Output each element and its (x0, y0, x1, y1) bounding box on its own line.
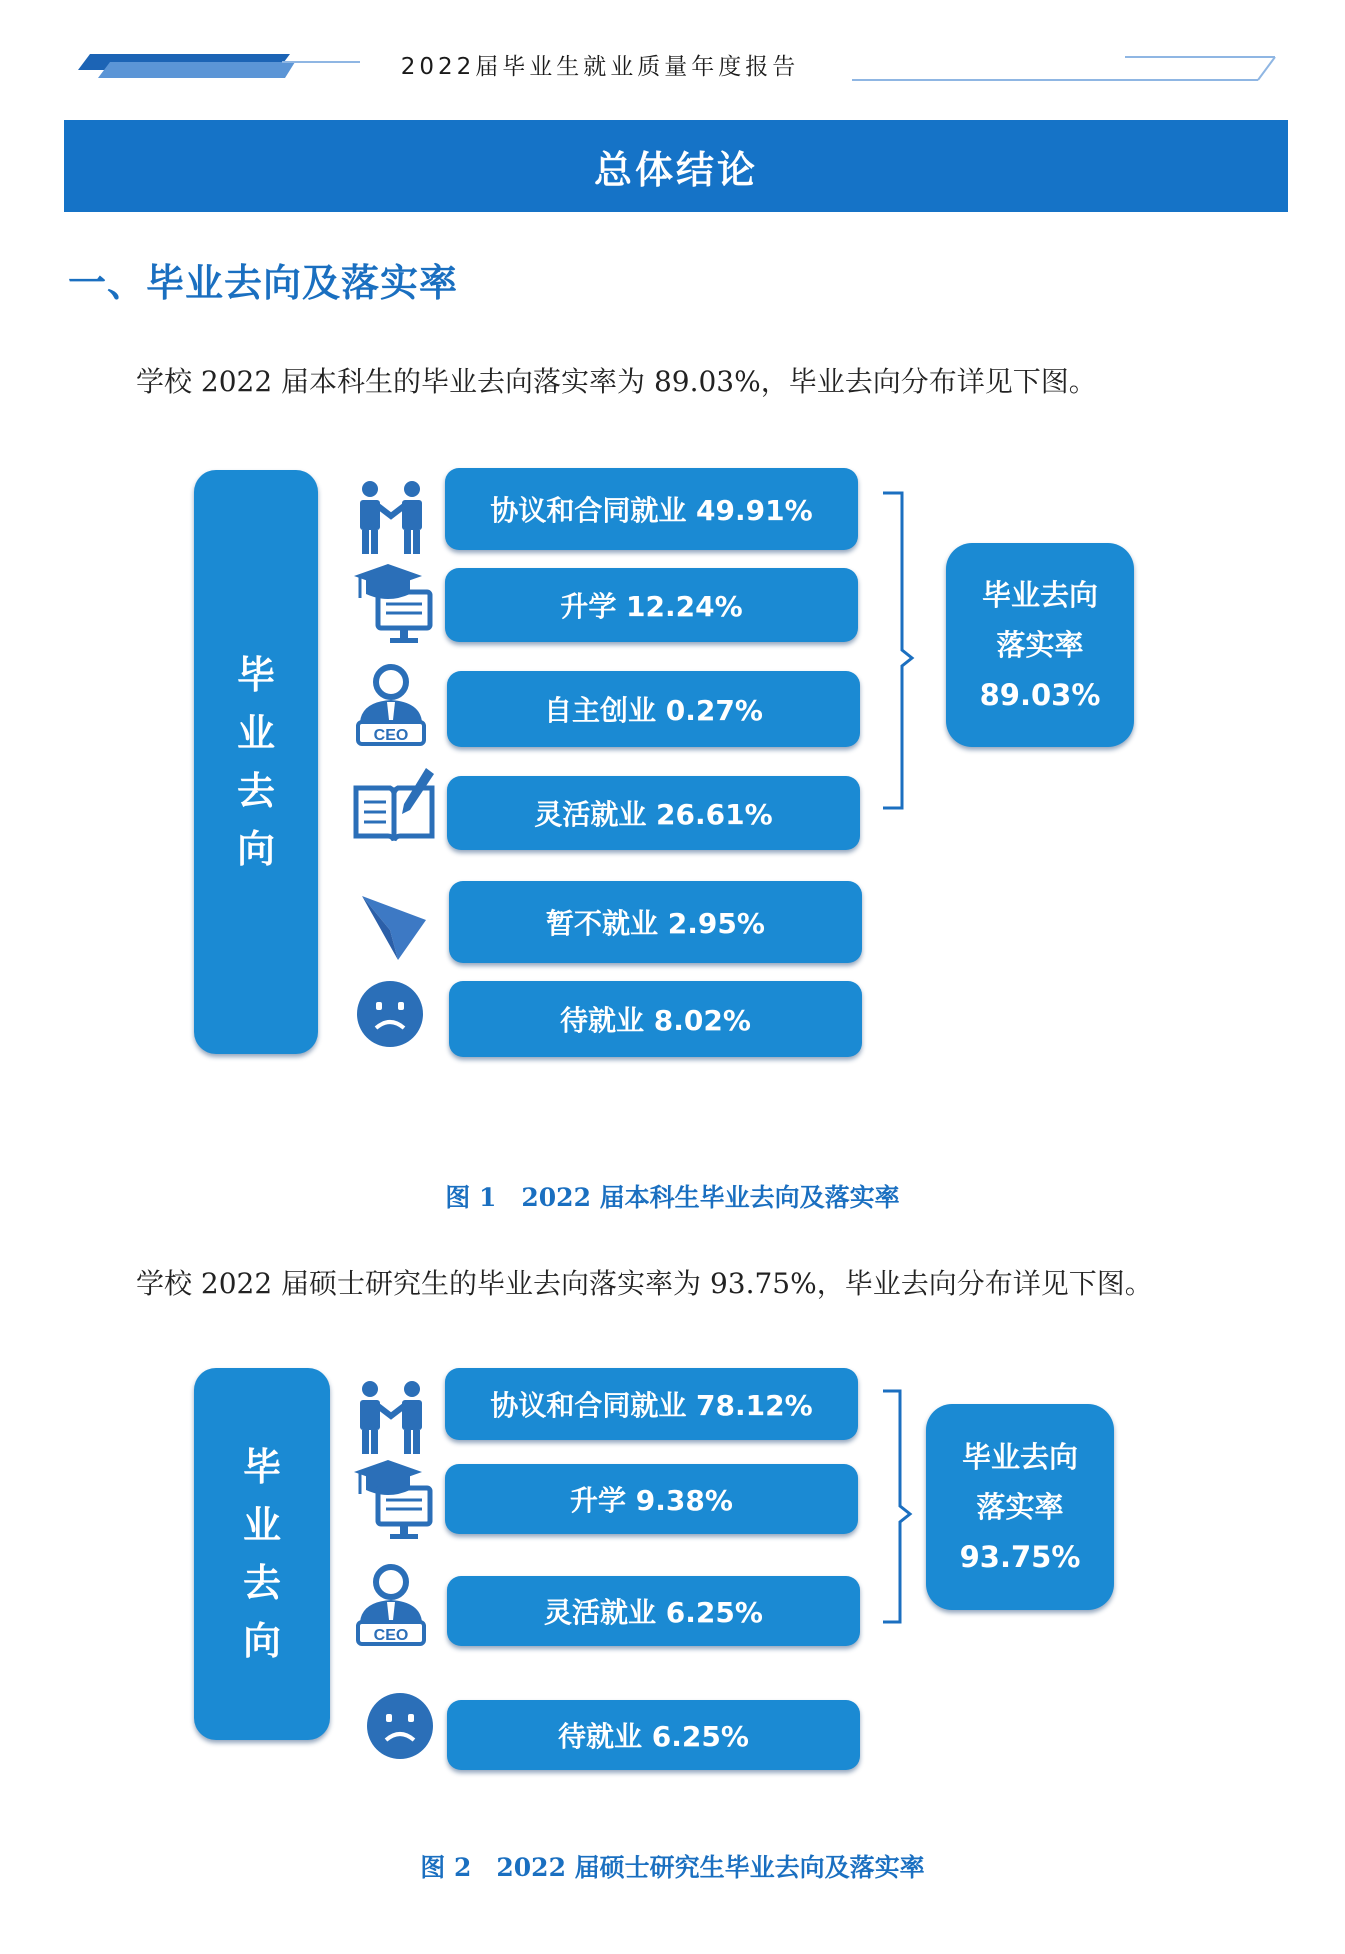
master-row-further-study: 升学 9.38% (445, 1464, 858, 1534)
summary-line: 毕业去向 (961, 1440, 1078, 1474)
master-intro: 学校 2022 届硕士研究生的毕业去向落实率为 93.75%，毕业去向分布详见下图。 (136, 1267, 1153, 1300)
side-char: 业 (242, 1503, 281, 1547)
side-char: 向 (242, 1619, 281, 1663)
undergrad-intro: 学校 2022 届本科生的毕业去向落实率为 89.03%，毕业去向分布详见下图。 (136, 365, 1097, 398)
ceo-icon (354, 1564, 428, 1648)
graduate-computer-icon (352, 562, 434, 644)
undergrad-row-startup: 自主创业 0.27% (447, 671, 860, 747)
summary-line: 毕业去向 (981, 578, 1098, 612)
master-side-label (194, 1368, 330, 1740)
paper-plane-icon (360, 890, 430, 962)
side-char: 毕 (242, 1445, 281, 1489)
section-title: 一、毕业去向及落实率 (68, 261, 459, 305)
header-title: 2022届毕业生就业质量年度报告 (400, 54, 800, 80)
undergrad-side-label (194, 470, 318, 1054)
conclusion-banner: 总体结论 (64, 120, 1288, 212)
undergrad-row-flexible: 灵活就业 26.61% (447, 776, 860, 850)
side-char: 去 (236, 769, 275, 813)
summary-line: 落实率 (976, 1490, 1064, 1524)
side-char: 业 (236, 711, 275, 755)
undergrad-row-waiting: 待就业 8.02% (449, 981, 862, 1057)
handshake-icon (356, 1380, 426, 1456)
master-row-flexible: 灵活就业 6.25% (447, 1576, 860, 1646)
graduate-computer-icon (352, 1458, 434, 1540)
undergrad-row-not-employed: 暂不就业 2.95% (449, 881, 862, 963)
undergrad-summary (946, 543, 1134, 747)
figure-1-caption: 图 1 2022 届本科生毕业去向及落实率 (445, 1183, 900, 1212)
book-pen-icon (352, 766, 436, 846)
side-char: 毕 (236, 653, 275, 697)
svg-text:CEO: CEO (373, 727, 409, 744)
master-bracket (880, 1388, 930, 1628)
summary-line: 落实率 (996, 628, 1084, 662)
summary-value: 93.75% (959, 1540, 1081, 1574)
side-char: 向 (236, 827, 275, 871)
undergrad-row-agreement: 协议和合同就业 49.91% (445, 468, 858, 550)
master-summary (926, 1404, 1114, 1610)
sad-face-icon (356, 980, 424, 1048)
handshake-icon (356, 480, 426, 556)
undergrad-bracket (880, 490, 930, 820)
sad-face-icon (366, 1692, 434, 1760)
master-row-agreement: 协议和合同就业 78.12% (445, 1368, 858, 1440)
summary-value: 89.03% (979, 678, 1101, 712)
master-row-waiting: 待就业 6.25% (447, 1700, 860, 1770)
undergrad-row-further-study: 升学 12.24% (445, 568, 858, 642)
ceo-icon (354, 664, 428, 748)
svg-text:CEO: CEO (373, 1627, 409, 1644)
figure-2-caption: 图 2 2022 届硕士研究生毕业去向及落实率 (420, 1853, 925, 1882)
side-char: 去 (242, 1561, 281, 1605)
